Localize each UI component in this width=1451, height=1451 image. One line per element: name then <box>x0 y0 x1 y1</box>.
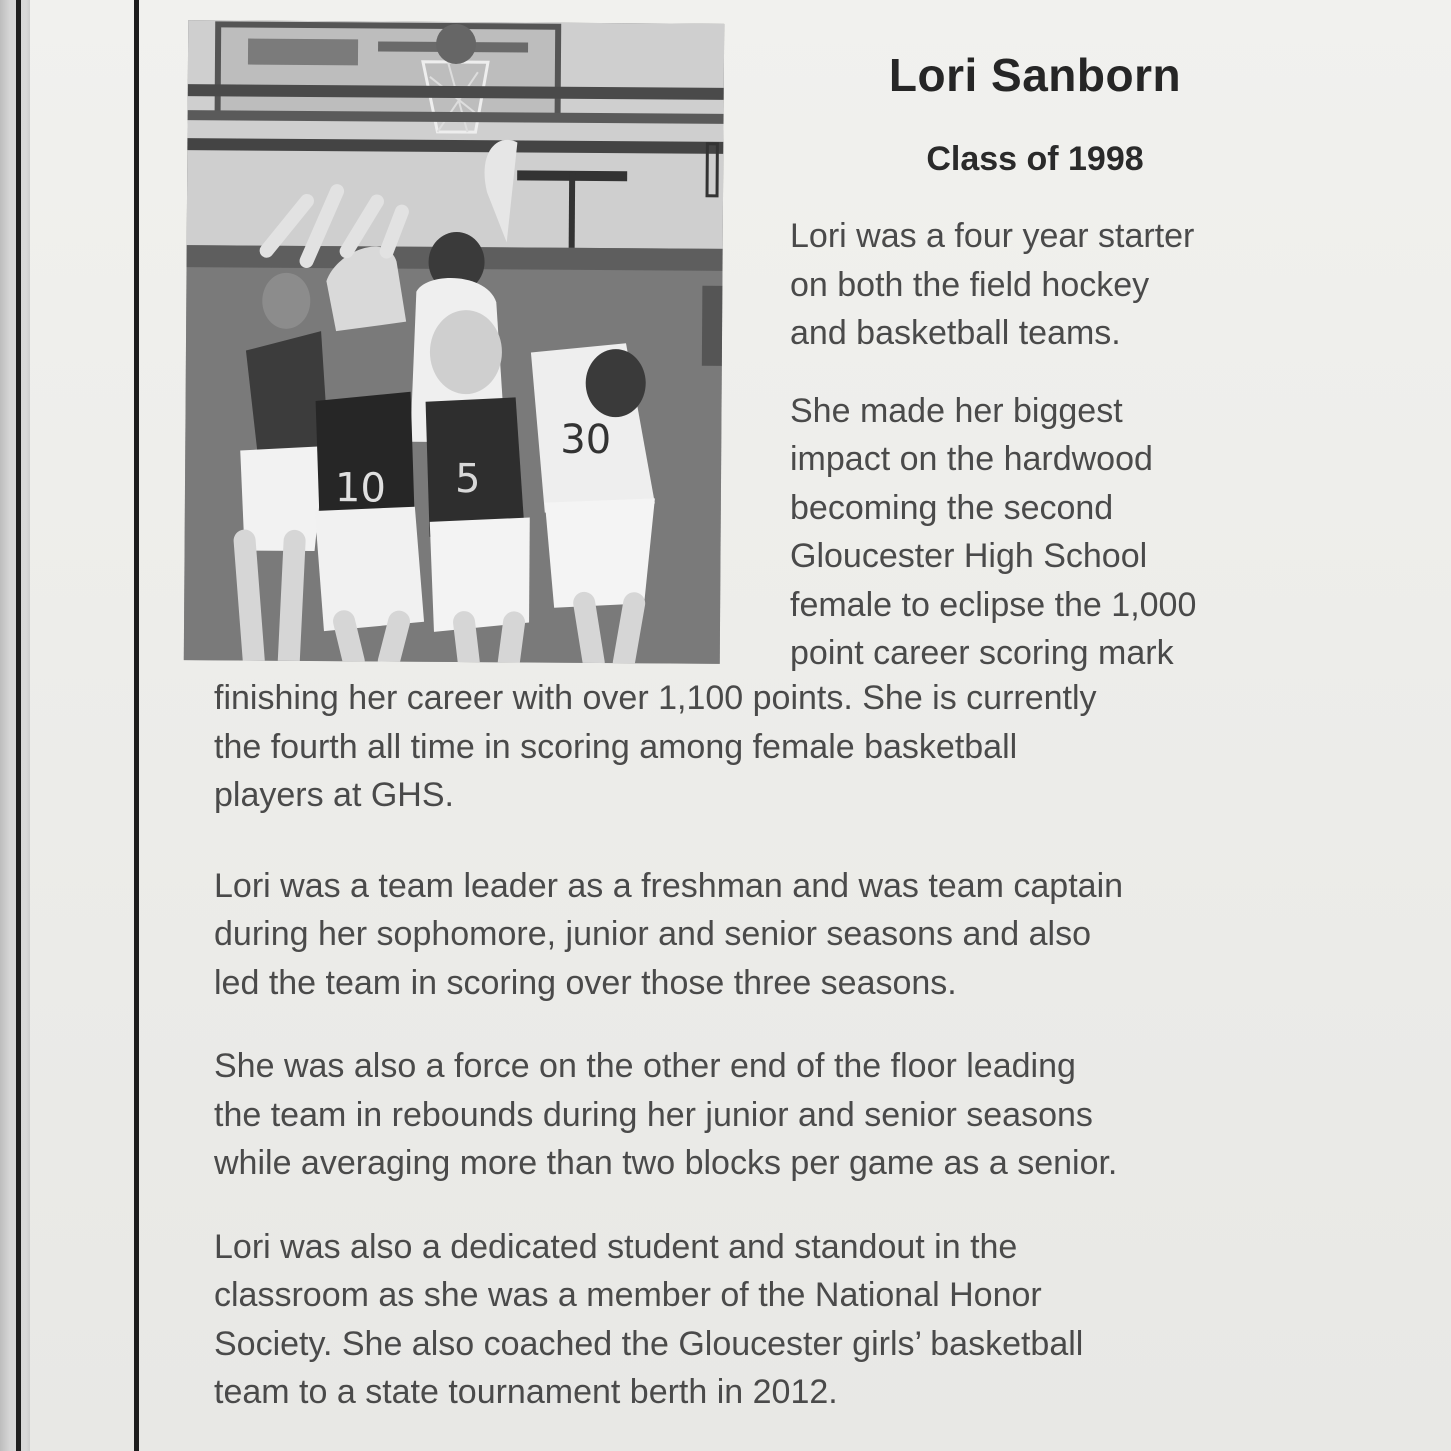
side-text-block <box>790 212 1310 678</box>
paragraph-5-line: classroom as she was a member of the National Honor <box>214 1276 1042 1314</box>
paragraph-2-line: point career scoring mark <box>790 634 1174 672</box>
paragraph-5 <box>214 1223 1334 1417</box>
paragraph-1-line: and basketball teams. <box>790 314 1121 352</box>
paragraph-4-line: the team in rebounds during her junior and senior seasons <box>214 1095 1093 1134</box>
paragraph-1-line: on both the field hockey <box>790 265 1150 304</box>
paragraph-2-line: female to eclipse the 1,000 <box>790 585 1197 624</box>
adjacent-page-border <box>16 0 21 1451</box>
paragraph-2-line: the fourth all time in scoring among female basketball <box>214 727 1018 766</box>
paragraph-4-line: while averaging more than two blocks per game as a senior. <box>214 1144 1118 1182</box>
paragraph-2-line: She made her biggest <box>790 391 1123 430</box>
jersey-number-30: 30 <box>560 416 612 464</box>
paragraph-2-line: players at GHS. <box>214 776 454 814</box>
page-border-line <box>134 0 139 1451</box>
paragraph-2-line: Gloucester High School <box>790 537 1148 575</box>
page-subtitle: Class of 1998 <box>926 140 1144 178</box>
full-width-text-block <box>214 674 1334 1451</box>
paragraph-1-line: Lori was a four year starter <box>790 217 1195 255</box>
paragraph-2-start <box>790 387 1310 678</box>
paragraph-3 <box>214 862 1334 1008</box>
paragraph-5-line: Society. She also coached the Gloucester girls’ basketball <box>214 1324 1084 1363</box>
paragraph-2-line: finishing her career with over 1,100 points. She is currently <box>214 679 1097 717</box>
paragraph-1 <box>790 212 1310 358</box>
paragraph-4-line: She was also a force on the other end of the floor leading <box>214 1047 1076 1085</box>
jersey-number-10: 10 <box>334 465 387 512</box>
paragraph-2-line: becoming the second <box>790 488 1114 527</box>
paragraph-2-line: impact on the hardwood <box>790 440 1153 478</box>
paragraph-3-line: during her sophomore, junior and senior seasons and also <box>214 915 1091 953</box>
paragraph-5-line: Lori was also a dedicated student and standout in the <box>214 1227 1018 1266</box>
paragraph-2-continued <box>214 674 1334 820</box>
paragraph-5-line: team to a state tournament berth in 2012. <box>214 1373 838 1411</box>
paragraph-4 <box>214 1042 1334 1188</box>
paragraph-3-line: led the team in scoring over those three seasons. <box>214 963 957 1002</box>
basketball-photo-drawing <box>184 20 724 664</box>
jersey-number-5: 5 <box>454 456 481 503</box>
basketball-photo <box>184 20 724 664</box>
paragraph-3-line: Lori was a team leader as a freshman and was team captain <box>214 866 1124 905</box>
page-title: Lori Sanborn <box>888 49 1182 101</box>
